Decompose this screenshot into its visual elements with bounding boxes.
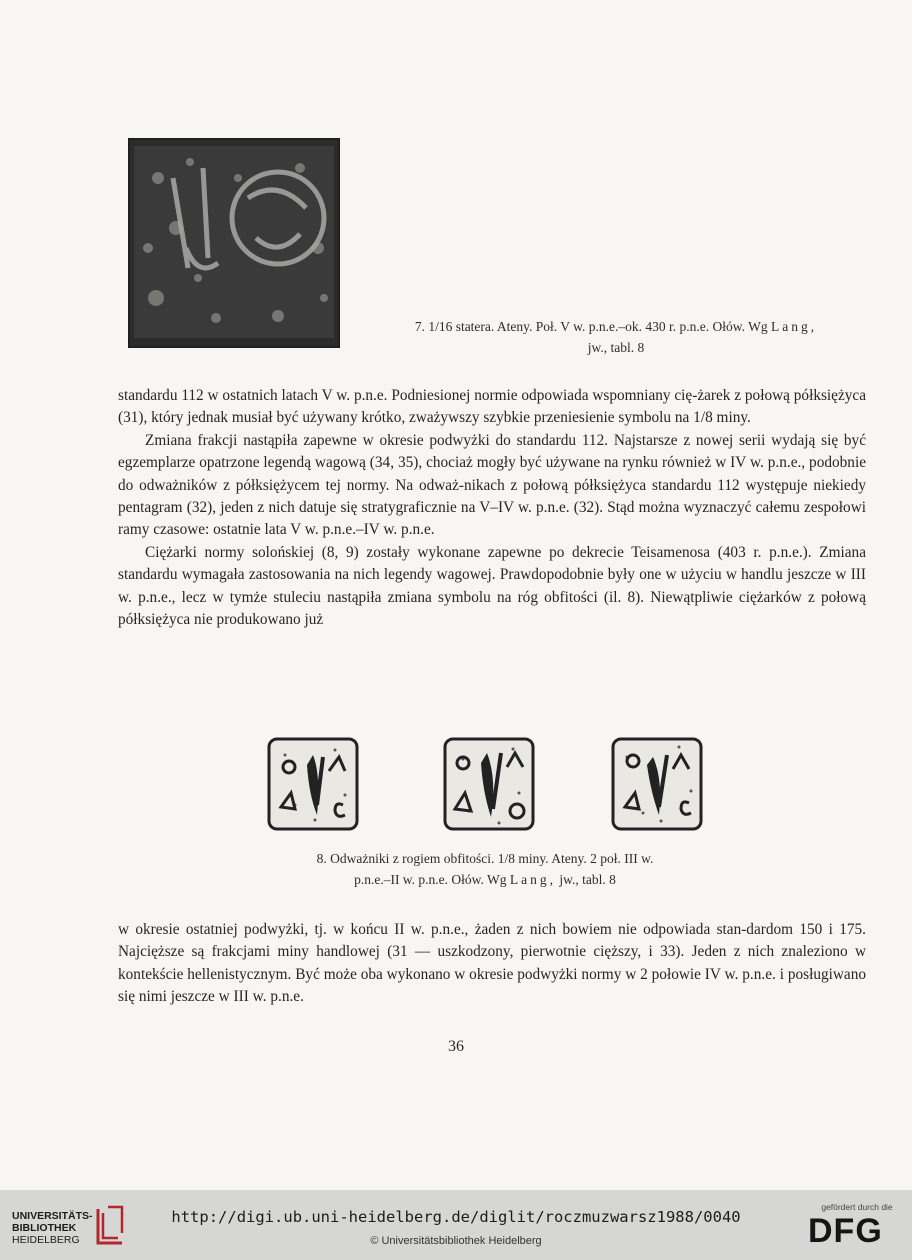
dfg-logo: DFG (808, 1212, 883, 1250)
figure-8-caption-line2a: p.n.e.–II w. p.n.e. Ołów. Wg (354, 872, 510, 887)
library-name-line1: UNIVERSITÄTS- (12, 1210, 93, 1222)
figure-8-caption-line1: 8. Odważniki z rogiem obfitości. 1/8 miny. Ateny. 2 poł. III w. (316, 851, 654, 866)
library-name-line2: BIBLIOTHEK (12, 1222, 77, 1234)
page-number: 36 (448, 1038, 464, 1055)
lead-weight-photo (128, 138, 340, 348)
funder-label: gefördert durch die (821, 1202, 893, 1212)
library-name-line3: HEIDELBERG (12, 1234, 80, 1246)
figure-7-caption-line2: jw., tabl. 8 (587, 340, 645, 355)
paragraph: Zmiana frakcji nastąpiła zapewne w okresie podwyżki do standardu 112. Najstarsze z nowej serii wydają się być egzemplarze opatrzone legendą wagową (34, 35), chociaż mogły być używane na rynku również w IV w. p.n.e., podobnie do odważników z półksiężycem tej normy. Na odważ-nikach z połową półksiężyca standardu 112 występuje niekiedy pentagram (32), jeden z nich datuje się stratygraficznie na V–IV w. p.n.e. (32). Stąd można wyznaczyć całemu zespołowi ramy czasowe: ostatnie lata V w. p.n.e.–IV w. p.n.e. (118, 431, 866, 539)
figure-7-caption-author: Lang, (771, 319, 818, 334)
copyright-notice: © Universitätsbibliothek Heidelberg (370, 1235, 542, 1247)
figure-8-weights (265, 735, 715, 835)
weight-drawing-3 (609, 735, 705, 833)
paragraph: Ciężarki normy solońskiej (8, 9) zostały wykonane zapewne po dekrecie Teisamenosa (403 r. p.n.e.). Zmiana standardu wymagała zastosowania na nich legendy wagowej. Prawdopodobnie były one w użyciu w handlu jeszcze w III w. p.n.e., lecz w tymże stuleciu nastąpiła zmiana symbolu na róg obfitości (il. 8). Niewątpliwie ciężarków z połową półksiężyca nie produkowano już (118, 543, 866, 629)
figure-7-caption-line1: 7. 1/16 statera. Ateny. Poł. V w. p.n.e.–ok. 430 r. p.n.e. Ołów. Wg (414, 319, 772, 334)
figure-8-caption (250, 848, 720, 890)
figure-7-caption (356, 316, 876, 358)
figure-8-caption-line2b: jw., tabl. 8 (556, 872, 616, 887)
text-block-2 (118, 919, 866, 1009)
paragraph: standardu 112 w ostatnich latach V w. p.n.e. Podniesionej normie odpowiada wspomniany cię-żarek z połową półksiężyca (31), który jednak musiał być używany krótko, zważywszy szybkie przeniesienie symbolu na 1/8 miny. (118, 387, 866, 427)
text-block-1 (118, 385, 866, 631)
weight-drawing-2 (441, 735, 537, 833)
figure-8-caption-author: Lang, (509, 872, 557, 887)
funder-block[interactable] (808, 1202, 906, 1248)
weight-drawing-1 (265, 735, 361, 833)
viewer-footer (0, 1190, 912, 1260)
permalink-url[interactable]: http://digi.ub.uni-heidelberg.de/diglit/roczmuzwarsz1988/0040 (171, 1208, 741, 1226)
paragraph: w okresie ostatniej podwyżki, tj. w końcu II w. p.n.e., żaden z nich bowiem nie odpowiada stan-dardom 150 i 175. Najcięższe są frakcjami miny handlowej (31 — uszkodzony, pierwotnie cięższy, i 33). Jeden z nich znaleziono w kontekście hellenistycznym. Być może oba wykonano w okresie podwyżki normy w 2 połowie IV w. p.n.e. i posługiwano się nimi jeszcze w III w. p.n.e. (118, 921, 866, 1006)
